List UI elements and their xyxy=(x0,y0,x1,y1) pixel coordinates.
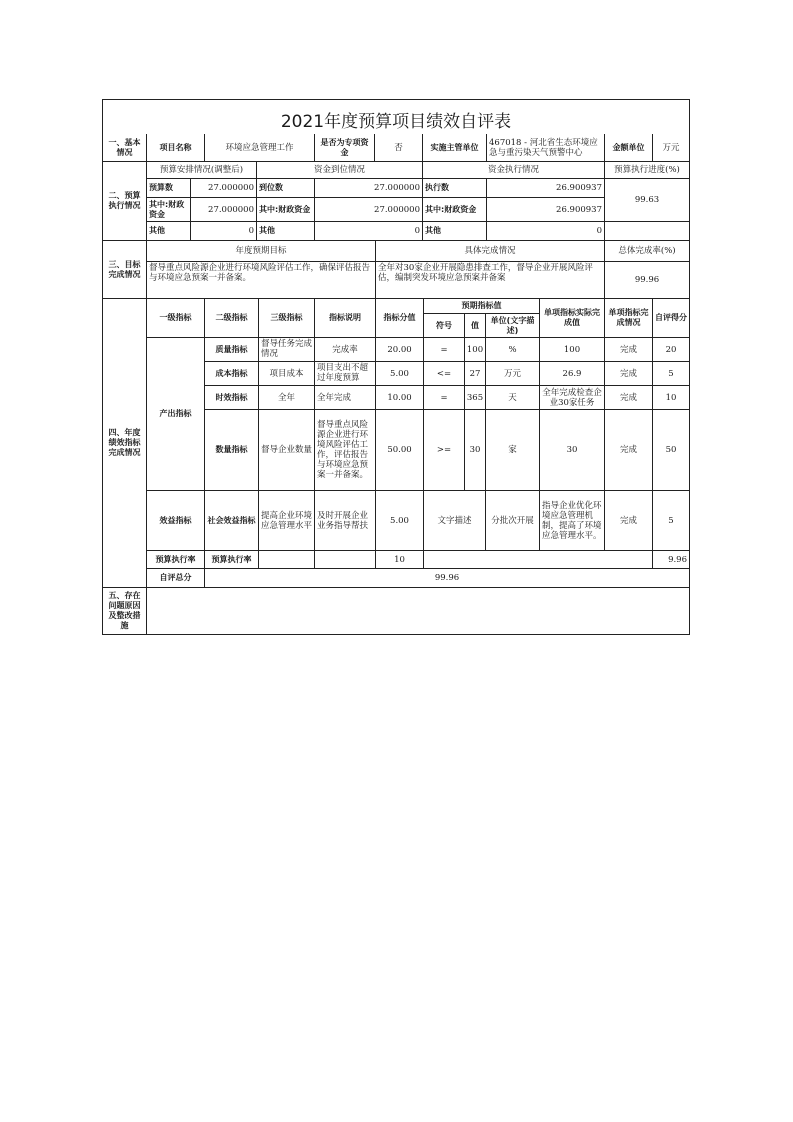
budget-header: 预算安排情况(调整后) xyxy=(147,162,257,179)
is-special-value: 否 xyxy=(375,134,423,162)
page-title: 2021年度预算项目绩效自评表 xyxy=(280,112,512,132)
exec-label: 执行数 xyxy=(423,179,487,198)
budget-rate-score: 9.96 xyxy=(653,551,689,569)
other-arrived-label: 其他 xyxy=(257,222,315,241)
arrived-label: 到位数 xyxy=(257,179,315,198)
budget-rate-blank xyxy=(424,551,653,569)
row-quality-l3: 督导任务完成情况 xyxy=(259,338,315,362)
agency-value: 467018 - 河北省生态环境应急与重污染天气预警中心 xyxy=(487,134,605,162)
row-quantity-desc: 督导重点风险源企业进行环境风险评估工作，评估报告与环境应急预案一并备案。 xyxy=(315,410,376,491)
row-time-unit: 天 xyxy=(486,386,540,410)
col-expected-header: 预期指标值 xyxy=(424,299,540,314)
section5-content xyxy=(147,588,689,634)
budget-rate-desc xyxy=(315,551,376,569)
budget-rate-l2: 预算执行率 xyxy=(205,551,259,569)
done-header: 具体完成情况 xyxy=(376,241,605,262)
row-social-l2: 社会效益指标 xyxy=(205,491,259,551)
budget-label: 预算数 xyxy=(147,179,191,198)
row-social-score: 5 xyxy=(653,491,689,551)
output-indicator-label: 产出指标 xyxy=(147,338,205,491)
exec-value: 26.900937 xyxy=(487,179,605,198)
row-quality-weight: 20.00 xyxy=(376,338,424,362)
col-weight-header: 指标分值 xyxy=(376,299,424,338)
col-l1-header: 一级指标 xyxy=(147,299,205,338)
row-cost-l3: 项目成本 xyxy=(259,362,315,386)
other-exec-value: 0 xyxy=(487,222,605,241)
rate-header: 总体完成率(%) xyxy=(605,241,689,262)
row-quality-actual: 100 xyxy=(540,338,605,362)
budget-rate-l3 xyxy=(259,551,315,569)
section1-label: 一、基本情况 xyxy=(103,134,147,162)
row-quantity-status: 完成 xyxy=(605,410,653,491)
rate-value: 99.96 xyxy=(605,262,689,299)
row-quantity-l2: 数量指标 xyxy=(205,410,259,491)
arrived-header: 资金到位情况 xyxy=(257,162,423,179)
fiscal-budget-value: 27.000000 xyxy=(191,198,257,222)
row-quantity-l3: 督导企业数量 xyxy=(259,410,315,491)
row-cost-l2: 成本指标 xyxy=(205,362,259,386)
other-exec-label: 其他 xyxy=(423,222,487,241)
budget-value: 27.000000 xyxy=(191,179,257,198)
section4-label: 四、年度绩效指标完成情况 xyxy=(103,299,147,588)
progress-blank xyxy=(605,222,689,241)
row-social-unit: 分批次开展 xyxy=(486,491,540,551)
row-time-score: 10 xyxy=(653,386,689,410)
col-status-header: 单项指标完成情况 xyxy=(605,299,653,338)
section3-label: 三、目标完成情况 xyxy=(103,241,147,299)
section5-label: 五、存在问题原因及整改措施 xyxy=(103,588,147,634)
fiscal-arrived-value: 27.000000 xyxy=(315,198,423,222)
row-quality-l2: 质量指标 xyxy=(205,338,259,362)
other-arrived-value: 0 xyxy=(315,222,423,241)
row-time-sym: = xyxy=(424,386,465,410)
row-time-l3: 全年 xyxy=(259,386,315,410)
row-cost-status: 完成 xyxy=(605,362,653,386)
row-quality-score: 20 xyxy=(653,338,689,362)
row-cost-desc: 项目支出不超过年度预算 xyxy=(315,362,376,386)
fiscal-budget-label: 其中:财政资金 xyxy=(147,198,191,222)
row-social-status: 完成 xyxy=(605,491,653,551)
row-quality-unit: % xyxy=(486,338,540,362)
row-quantity-weight: 50.00 xyxy=(376,410,424,491)
unit-value: 万元 xyxy=(653,134,689,162)
row-time-actual: 全年完成检查企业30家任务 xyxy=(540,386,605,410)
total-score-value: 99.96 xyxy=(205,569,689,588)
fiscal-exec-value: 26.900937 xyxy=(487,198,605,222)
goal-header: 年度预期目标 xyxy=(147,241,376,262)
row-social-weight: 5.00 xyxy=(376,491,424,551)
section2-label: 二、预算执行情况 xyxy=(103,162,147,241)
row-quantity-sym: >= xyxy=(424,410,465,491)
row-cost-weight: 5.00 xyxy=(376,362,424,386)
col-val-header: 值 xyxy=(465,314,486,338)
budget-rate-weight: 10 xyxy=(376,551,424,569)
row-quality-val: 100 xyxy=(465,338,486,362)
row-time-l2: 时效指标 xyxy=(205,386,259,410)
goal-text: 督导重点风险源企业进行环境风险评估工作，确保评估报告与环境应急预案一并备案。 xyxy=(147,262,376,299)
project-name-value: 环境应急管理工作 xyxy=(205,134,315,162)
row-quantity-val: 30 xyxy=(465,410,486,491)
progress-value: 99.63 xyxy=(605,179,689,222)
row-quantity-unit: 家 xyxy=(486,410,540,491)
col-desc-header: 指标说明 xyxy=(315,299,376,338)
col-unit-header: 单位(文字描述) xyxy=(486,314,540,338)
row-quality-status: 完成 xyxy=(605,338,653,362)
row-cost-sym: <= xyxy=(424,362,465,386)
row-time-weight: 10.00 xyxy=(376,386,424,410)
row-social-actual: 指导企业优化环境应急管理机制，提高了环境应急管理水平。 xyxy=(540,491,605,551)
row-cost-val: 27 xyxy=(465,362,486,386)
row-time-val: 365 xyxy=(465,386,486,410)
fiscal-arrived-label: 其中:财政资金 xyxy=(257,198,315,222)
budget-rate-l1: 预算执行率 xyxy=(147,551,205,569)
unit-label: 金额单位 xyxy=(605,134,653,162)
is-special-label: 是否为专项资金 xyxy=(315,134,375,162)
total-score-label: 自评总分 xyxy=(147,569,205,588)
row-cost-unit: 万元 xyxy=(486,362,540,386)
col-l3-header: 三级指标 xyxy=(259,299,315,338)
col-score-header: 自评得分 xyxy=(653,299,689,338)
row-social-sym: 文字描述 xyxy=(424,491,486,551)
arrived-value: 27.000000 xyxy=(315,179,423,198)
col-l2-header: 二级指标 xyxy=(205,299,259,338)
row-quality-sym: = xyxy=(424,338,465,362)
row-quality-desc: 完成率 xyxy=(315,338,376,362)
progress-header: 预算执行进度(%) xyxy=(605,162,689,179)
row-social-desc: 及时开展企业业务指导帮扶 xyxy=(315,491,376,551)
col-actual-header: 单项指标实际完成值 xyxy=(540,299,605,338)
exec-header: 资金执行情况 xyxy=(423,162,605,179)
self-evaluation-sheet xyxy=(102,99,690,635)
row-cost-score: 5 xyxy=(653,362,689,386)
row-quantity-actual: 30 xyxy=(540,410,605,491)
row-cost-actual: 26.9 xyxy=(540,362,605,386)
fiscal-exec-label: 其中:财政资金 xyxy=(423,198,487,222)
row-social-l3: 提高企业环境应急管理水平 xyxy=(259,491,315,551)
other-budget-label: 其他 xyxy=(147,222,191,241)
row-quantity-score: 50 xyxy=(653,410,689,491)
row-time-desc: 全年完成 xyxy=(315,386,376,410)
benefit-indicator-label: 效益指标 xyxy=(147,491,205,551)
other-budget-value: 0 xyxy=(191,222,257,241)
col-sym-header: 符号 xyxy=(424,314,465,338)
done-text: 全年对30家企业开展隐患排查工作，督导企业开展风险评估，编制突发环境应急预案并备案 xyxy=(376,262,605,299)
row-time-status: 完成 xyxy=(605,386,653,410)
project-name-label: 项目名称 xyxy=(147,134,205,162)
agency-label: 实施主管单位 xyxy=(423,134,487,162)
